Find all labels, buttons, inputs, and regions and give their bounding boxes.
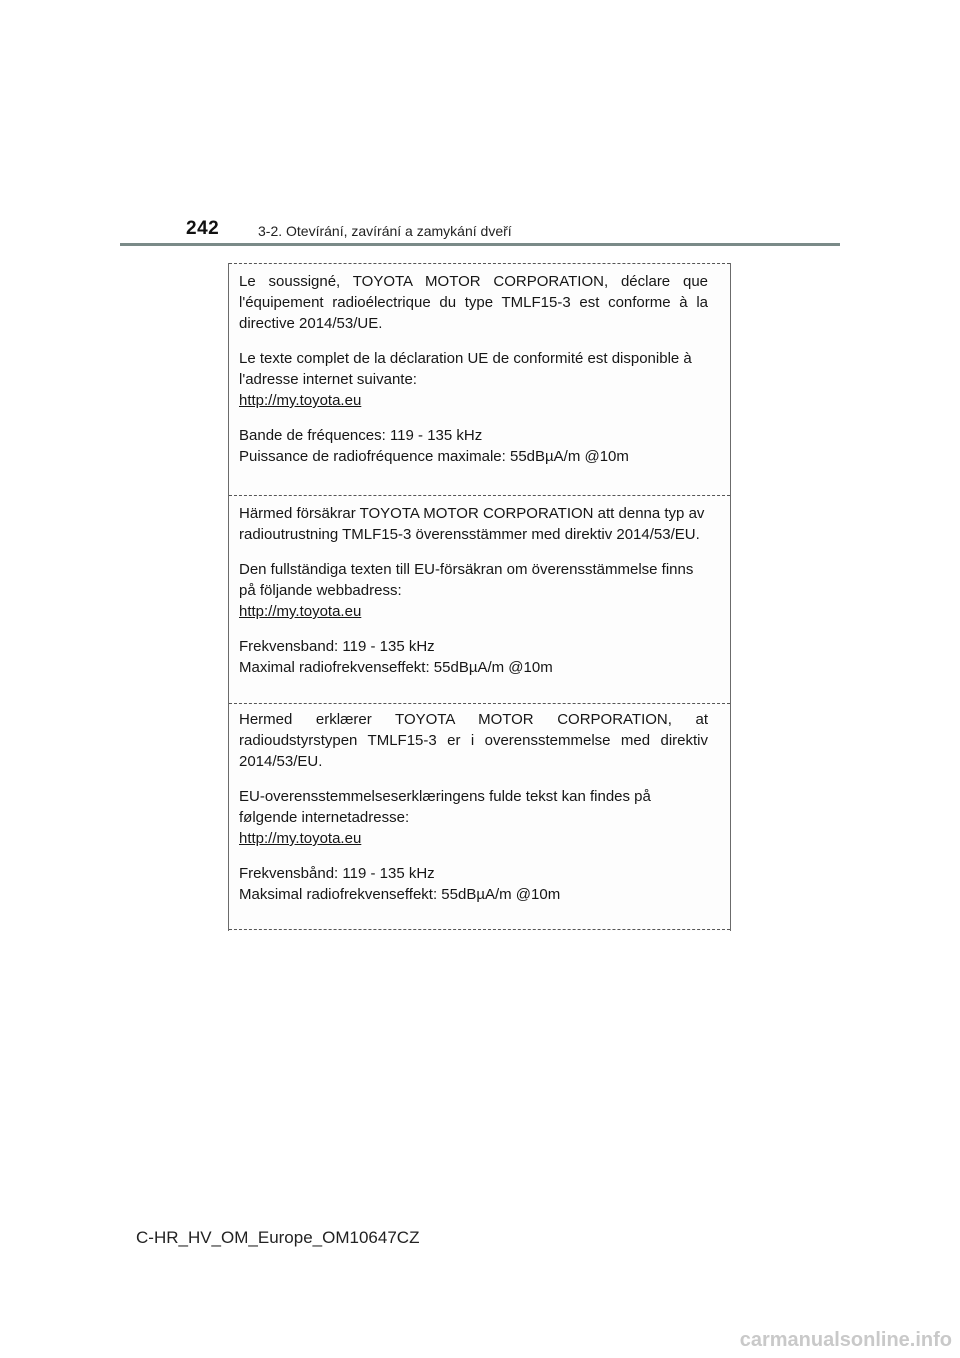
statement-line: Härmed försäkrar TOYOTA MOTOR CORPORATION att denna typ av — [239, 505, 705, 522]
availability-line: EU-overensstemmelseserklæringens fulde tekst kan findes på — [239, 788, 651, 805]
statement-line: directive 2014/53/UE. — [239, 315, 383, 332]
header-rule — [120, 243, 840, 246]
declaration-danish-availability — [239, 786, 708, 849]
frequency-band: Frekvensband: 119 - 135 kHz — [239, 638, 435, 655]
declaration-url-link[interactable]: http://my.toyota.eu — [239, 392, 362, 409]
bottom-dash-rule — [229, 929, 730, 930]
statement-line: Le soussigné, TOYOTA MOTOR CORPORATION, déclare que — [239, 273, 708, 290]
radio-power: Puissance de radiofréquence maximale: 55dBµA/m @10m — [239, 448, 629, 465]
availability-line: l'adresse internet suivante: — [239, 371, 417, 388]
watermark-text: carmanualsonline.info — [739, 1329, 952, 1351]
document-code: C-HR_HV_OM_Europe_OM10647CZ — [136, 1228, 420, 1247]
declaration-swedish-specs — [239, 636, 708, 678]
statement-line: 2014/53/EU. — [239, 753, 323, 770]
frequency-band: Frekvensbånd: 119 - 135 kHz — [239, 865, 435, 882]
page-number: 242 — [186, 218, 220, 239]
declaration-url-link[interactable]: http://my.toyota.eu — [239, 603, 362, 620]
statement-line: l'équipement radioélectrique du type TMLF15-3 est conforme à la — [239, 294, 708, 311]
availability-line: på följande webbadress: — [239, 582, 402, 599]
section-dash-rule — [229, 495, 730, 496]
radio-power: Maximal radiofrekvenseffekt: 55dBµA/m @10m — [239, 659, 553, 676]
declaration-swedish-statement — [239, 503, 708, 545]
availability-line: følgende internetadresse: — [239, 809, 410, 826]
availability-line: Le texte complet de la déclaration UE de conformité est disponible à — [239, 350, 692, 367]
declaration-danish-statement — [239, 709, 708, 772]
declaration-french-specs — [239, 425, 708, 467]
availability-line: Den fullständiga texten till EU-försäkran om överensstämmelse finns — [239, 561, 694, 578]
declaration-danish-specs — [239, 863, 708, 905]
section-dash-rule — [229, 703, 730, 704]
declaration-swedish-availability — [239, 559, 708, 622]
declaration-swedish — [239, 503, 708, 692]
statement-line: radioutrustning TMLF15-3 överensstämmer med direktiv 2014/53/EU. — [239, 526, 700, 543]
declaration-scan-box — [228, 263, 731, 931]
radio-power: Maksimal radiofrekvenseffekt: 55dBµA/m @10m — [239, 886, 561, 903]
declaration-french-availability — [239, 348, 708, 411]
declaration-url-link[interactable]: http://my.toyota.eu — [239, 830, 362, 847]
top-dash-rule — [229, 263, 730, 264]
statement-line: Hermed erklærer TOYOTA MOTOR CORPORATION, at — [239, 711, 708, 728]
frequency-band: Bande de fréquences: 119 - 135 kHz — [239, 427, 483, 444]
declaration-danish — [239, 709, 708, 919]
declaration-french — [239, 271, 708, 481]
section-title: 3-2. Otevírání, zavírání a zamykání dveří — [258, 223, 512, 239]
statement-line: radioudstyrstypen TMLF15-3 er i overensstemmelse med direktiv — [239, 732, 708, 749]
declaration-french-statement — [239, 271, 708, 334]
